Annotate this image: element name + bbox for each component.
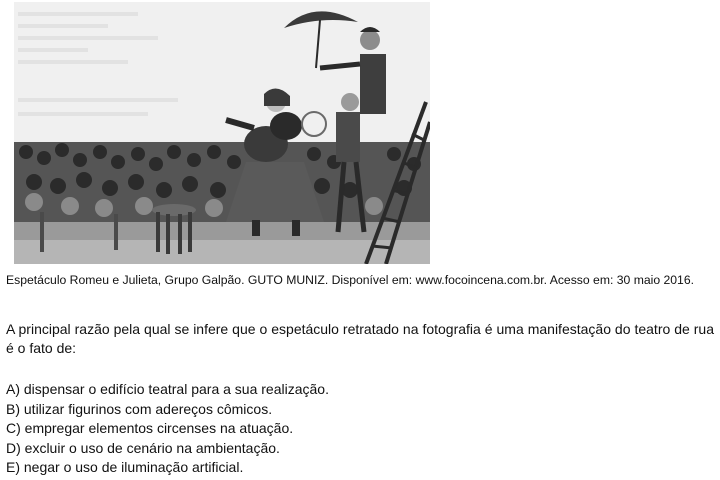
photo-caption: Espetáculo Romeu e Julieta, Grupo Galpão. GUTO MUNIZ. Disponível em: www.focoincena.com.br. Acesso em: 30 maio 2016. bbox=[6, 273, 695, 287]
option-a[interactable]: A) dispensar o edifício teatral para a sua realização. bbox=[6, 381, 329, 397]
option-e[interactable]: E) negar o uso de iluminação artificial. bbox=[6, 459, 244, 475]
option-b[interactable]: B) utilizar figurinos com adereços cômicos. bbox=[6, 400, 273, 417]
option-d[interactable]: D) excluir o uso de cenário na ambientação. bbox=[6, 439, 280, 456]
question-text: A principal razão pela qual se infere que o espetáculo retratado na fotografia é uma manifestação do teatro de rua é o fato de: bbox=[6, 321, 714, 356]
street-theater-photo bbox=[14, 2, 430, 264]
option-c[interactable]: C) empregar elementos circenses na atuação. bbox=[6, 420, 294, 436]
answer-options bbox=[6, 380, 714, 478]
